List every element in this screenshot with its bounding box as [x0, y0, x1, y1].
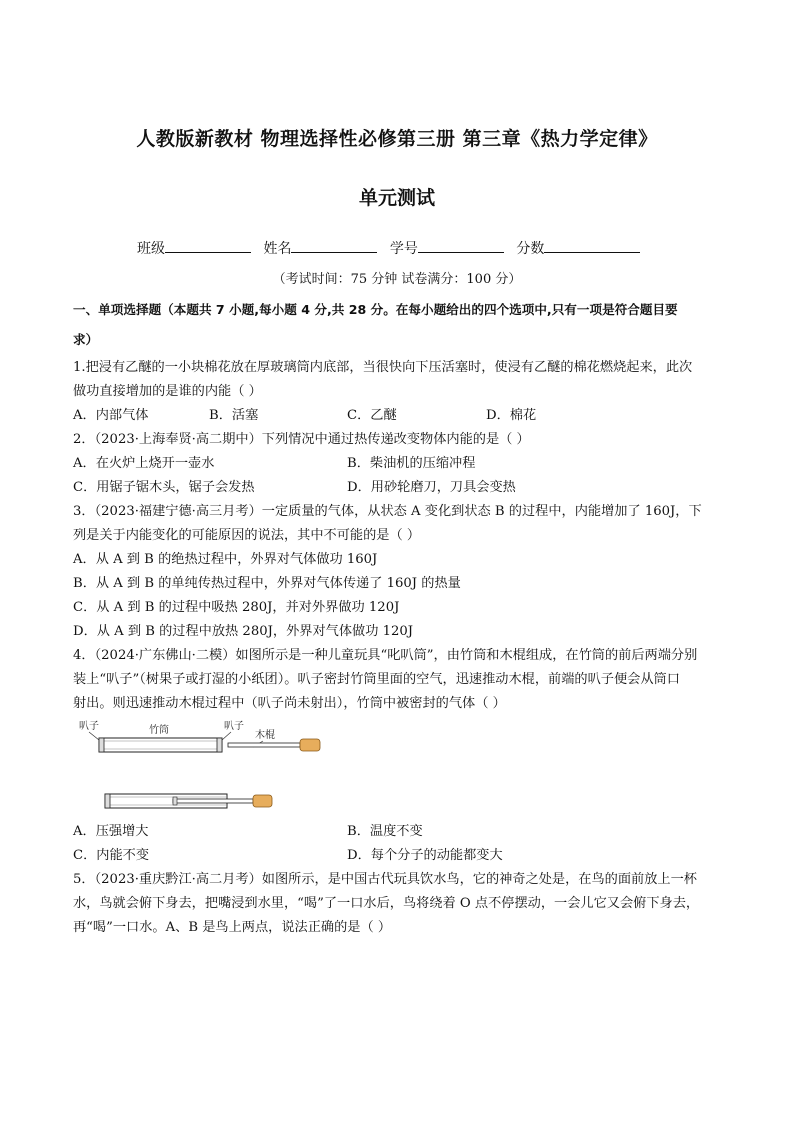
q1-option-a: A．内部气体	[73, 408, 149, 423]
label-pellet-left: 叭子	[79, 721, 99, 732]
id-blank[interactable]	[418, 239, 504, 253]
question-5-stem-cont: 水，鸟就会俯下身去，把嘴浸到水里，“喝”了一口水后，鸟将绕着 O 点不停摆动，一会儿它又会俯下身去，	[73, 896, 700, 911]
q3-option-c: C．从 A 到 B 的过程中吸热 280J，并对外界做功 120J	[73, 600, 400, 615]
score-label: 分数	[516, 241, 545, 257]
q2-option-c: C．用锯子锯木头，锯子会发热	[73, 480, 255, 495]
section-heading: 一、单项选择题（本题共 7 小题,每小题 4 分,共 28 分。在每小题给出的四个选项中,只有一项是符合题目要	[73, 302, 678, 317]
score-blank[interactable]	[544, 239, 640, 253]
label-pellet-right: 叭子	[224, 721, 244, 732]
question-5-stem-cont2: 再“喝”一口水。A、B 是鸟上两点，说法正确的是（ ）	[73, 920, 392, 935]
q4-option-d: D．每个分子的动能都变大	[347, 848, 503, 863]
class-label: 班级	[137, 241, 165, 257]
label-stick: 木棍	[255, 730, 275, 741]
q2-option-d: D．用砂轮磨刀，刀具会变热	[347, 480, 516, 495]
name-blank[interactable]	[291, 239, 377, 253]
q2-option-a: A．在火炉上烧开一壶水	[73, 456, 215, 471]
q3-option-b: B．从 A 到 B 的单纯传热过程中，外界对气体传递了 160J 的热量	[73, 576, 461, 591]
question-4-stem: 4．（2024·广东佛山·二模）如图所示是一种儿童玩具“叱叭筒”，由竹筒和木棍组成，在竹筒的前后两端分别	[73, 648, 698, 663]
id-label: 学号	[389, 241, 418, 257]
q1-option-b: B．活塞	[209, 408, 259, 423]
question-3-stem-cont: 列是关于内能变化的可能原因的说法，其中不可能的是（ ）	[73, 528, 421, 543]
label-bamboo-tube: 竹筒	[149, 725, 169, 736]
section-heading-cont: 求）	[73, 332, 99, 347]
question-2-stem: 2．（2023·上海奉贤·高二期中）下列情况中通过热传递改变物体内能的是（ ）	[73, 432, 530, 447]
document-subtitle: 单元测试	[358, 187, 435, 209]
q4-option-a: A．压强增大	[73, 824, 149, 839]
q3-option-a: A．从 A 到 B 的绝热过程中，外界对气体做功 160J	[73, 552, 378, 567]
question-1-stem: 1.把浸有乙醚的一小块棉花放在厚玻璃筒内底部，当很快向下压活塞时，使浸有乙醚的棉花燃烧起来，此次	[73, 360, 693, 375]
question-1-stem-cont: 做功直接增加的是谁的内能（ ）	[73, 384, 262, 399]
q1-option-d: D．棉花	[486, 408, 537, 423]
name-label: 姓名	[263, 241, 292, 257]
bamboo-toy-diagram	[73, 716, 333, 816]
q4-option-b: B．温度不变	[347, 824, 423, 839]
question-3-stem: 3．（2023·福建宁德·高三月考）一定质量的气体，从状态 A 变化到状态 B 的过程中，内能增加了 160J，下	[73, 504, 702, 519]
question-4-stem-cont: 装上“叭子”（树果子或打湿的小纸团）。叭子密封竹筒里面的空气，迅速推动木棍，前端的叭子便会从筒口	[73, 672, 680, 687]
bamboo-toy-figure	[73, 716, 333, 816]
student-info-fields	[137, 238, 648, 258]
class-blank[interactable]	[165, 239, 251, 253]
q3-option-d: D．从 A 到 B 的过程中放热 280J，外界对气体做功 120J	[73, 624, 414, 639]
question-5-stem: 5．（2023·重庆黔江·高二月考）如图所示，是中国古代玩具饮水鸟，它的神奇之处是，在鸟的面前放上一杯	[73, 872, 697, 887]
q2-option-b: B．柴油机的压缩冲程	[347, 456, 476, 471]
exam-info: （考试时间：75 分钟 试卷满分：100 分）	[272, 272, 522, 287]
question-4-stem-cont2: 射出。则迅速推动木棍过程中（叭子尚未射出），竹筒中被密封的气体（ ）	[73, 696, 506, 711]
q1-option-c: C．乙醚	[347, 408, 397, 423]
q4-option-c: C．内能不变	[73, 848, 150, 863]
document-title: 人教版新教材 物理选择性必修第三册 第三章《热力学定律》	[136, 128, 658, 150]
